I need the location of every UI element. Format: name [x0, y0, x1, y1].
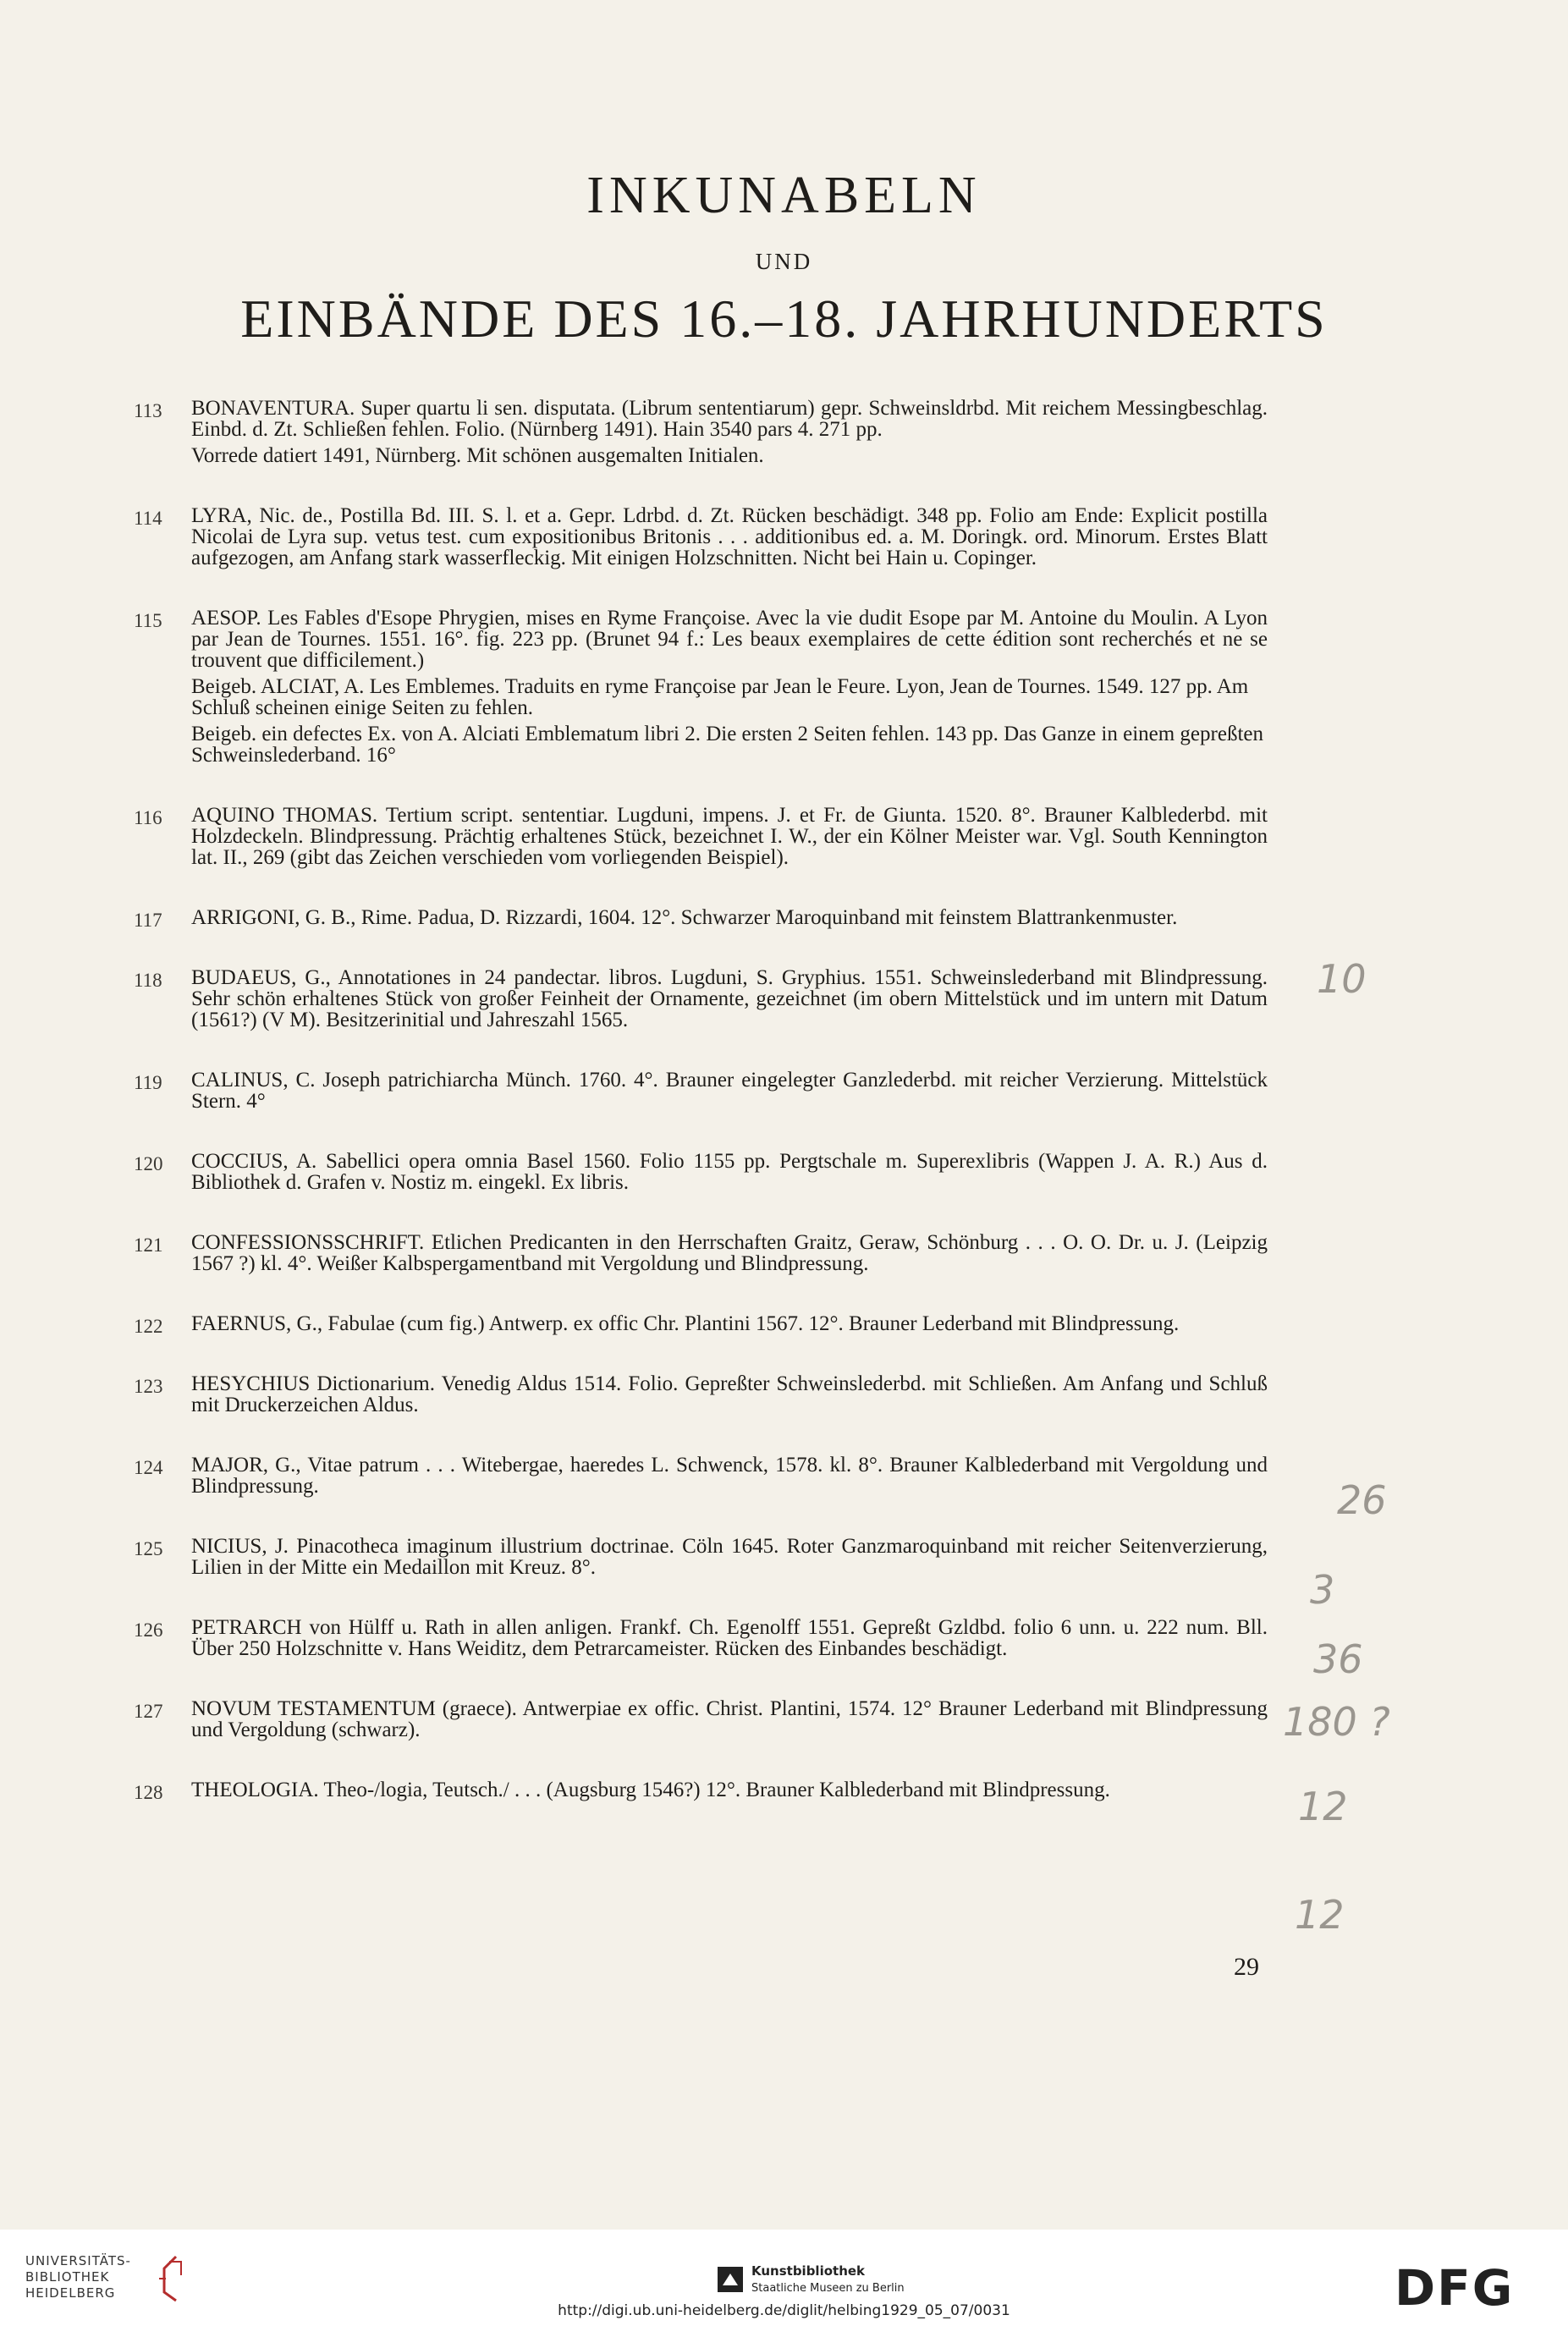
catalog-entry [134, 1617, 1268, 1659]
handwritten-annotation: 10 [1317, 956, 1367, 1002]
handwritten-annotation: 36 [1313, 1636, 1363, 1682]
entry-number: 113 [134, 400, 162, 421]
entry-description: NOVUM TESTAMENTUM (graece). Antwerpiae ex offic. Christ. Plantini, 1574. 12° Brauner Lederband mit Blindpressung und Vergoldung (schwarz). [191, 1697, 1268, 1741]
catalog-entry [134, 1779, 1268, 1801]
entry-number: 128 [134, 1782, 163, 1803]
entry-number: 117 [134, 910, 162, 931]
catalog-entry [134, 967, 1268, 1031]
entry-number: 114 [134, 508, 162, 529]
entry-number: 120 [134, 1153, 163, 1174]
entry-number: 125 [134, 1538, 163, 1559]
university-logo-icon [157, 2253, 188, 2302]
catalog-entry [134, 398, 1268, 466]
title-main: INKUNABELN [586, 167, 982, 224]
entry-description: AQUINO THOMAS. Tertium script. sententiar. Lugduni, impens. J. et Fr. de Giunta. 1520. 8°. Brauner Kalblederbd. mit Holzdeckeln. Blindpressung. Prächtig erhaltenes Stück, bezeichnet I. W., der ein Kölner Meister war. Vgl. South Kennington lat. II., 269 (gibt das Zeichen verschieden vom vorliegenden Beispiel). [191, 804, 1268, 869]
entry-number: 126 [134, 1619, 163, 1641]
kunstbibliothek-subtitle: Staatliche Museen zu Berlin [751, 2282, 905, 2295]
kunstbibliothek-name: Kunstbibliothek [751, 2263, 866, 2279]
catalog-entry [134, 805, 1268, 868]
catalog-entry [134, 1312, 1268, 1337]
catalog-entry [134, 608, 1268, 766]
catalog-entry [134, 1151, 1268, 1193]
entry-description: THEOLOGIA. Theo-/logia, Teutsch./ . . . (Augsburg 1546?) 12°. Brauner Kalblederband mit Blindpressung. [191, 1779, 1110, 1801]
entry-description: LYRA, Nic. de., Postilla Bd. III. S. l. et a. Gepr. Ldrbd. d. Zt. Rücken beschädigt. 348 pp. Folio am Ende: Explicit postilla Nicolai de Lyra sup. vetus test. cum expositionibus Britonis . . . additionibus ed. a. M. Doringk. ord. Minorum. Erstes Blatt aufgezogen, am Anfang stark wasserfleckig. Mit einigen Holzschnitten. Nicht bei Hain u. Copinger. [191, 504, 1268, 569]
entry-description: COCCIUS, A. Sabellici opera omnia Basel 1560. Folio 1155 pp. Pergtschale m. Superexlibris (Wappen J. A. R.) Aus d. Bibliothek d. Grafen v. Nostiz m. eingekl. Ex libris. [191, 1150, 1268, 1194]
entry-number: 115 [134, 610, 162, 631]
title-conjunction: UND [755, 249, 813, 274]
catalog-entry [134, 1232, 1268, 1274]
entry-description: AESOP. Les Fables d'Esope Phrygien, mises en Ryme Françoise. Avec la vie dudit Esope par M. Antoine du Moulin. A Lyon par Jean de Tournes. 1551. 16°. fig. 223 pp. (Brunet 94 f.: Les beaux exemplaires de cette édition sont recherchés et ne se trouvent que difficilement.) [191, 607, 1268, 672]
entry-number: 123 [134, 1376, 163, 1397]
entry-note: Beigeb. ALCIAT, A. Les Emblemes. Traduits en ryme Françoise par Jean le Feure. Lyon, Jean de Tournes. 1549. 127 pp. Am Schluß scheinen einige Seiten zu fehlen. [191, 675, 1249, 719]
entry-description: NICIUS, J. Pinacotheca imaginum illustrium doctrinae. Cöln 1645. Roter Ganzmaroquinband mit reicher Seitenverzierung, Lilien in der Mitte ein Medaillon mit Kreuz. 8°. [191, 1535, 1268, 1579]
entry-number: 116 [134, 807, 162, 828]
title-block [0, 167, 1568, 349]
eagle-icon [718, 2267, 743, 2292]
handwritten-annotation: 26 [1337, 1477, 1387, 1523]
catalog-entries [134, 398, 1268, 1839]
title-subtitle: EINBÄNDE DES 16.–18. JAHRHUNDERTS [240, 289, 1328, 349]
university-logo-line: BIBLIOTHEK [25, 2269, 110, 2285]
handwritten-annotation: 12 [1295, 1892, 1345, 1938]
entry-description: BUDAEUS, G., Annotationes in 24 pandectar. libros. Lugduni, S. Gryphius. 1551. Schweinslederband mit Blindpressung. Sehr schön erhaltenes Stück von großer Feinheit der Ornamente, gezeichnet (im obern Mittelstück und im untern mit Datum (1561?) (V M). Besitzerinitial und Jahreszahl 1565. [191, 966, 1268, 1031]
handwritten-annotation: 3 [1310, 1567, 1335, 1613]
viewer-footer [0, 2230, 1568, 2326]
source-url[interactable]: http://digi.ub.uni-heidelberg.de/diglit/helbing1929_05_07/0031 [558, 2302, 1010, 2319]
entry-description: ARRIGONI, G. B., Rime. Padua, D. Rizzardi, 1604. 12°. Schwarzer Maroquinband mit feinstem Blattrankenmuster. [191, 906, 1178, 929]
dfg-logo[interactable]: DFG [1395, 2259, 1515, 2317]
entry-description: CALINUS, C. Joseph patrichiarcha Münch. 1760. 4°. Brauner eingelegter Ganzlederbd. mit reicher Verzierung. Mittelstück Stern. 4° [191, 1069, 1268, 1113]
entry-note: Vorrede datiert 1491, Nürnberg. Mit schönen ausgemalten Initialen. [191, 444, 764, 467]
entry-description: BONAVENTURA. Super quartu li sen. disputata. (Librum sententiarum) gepr. Schweinsldrbd. Mit reichem Messingbeschlag. Einbd. d. Zt. Schließen fehlen. Folio. (Nürnberg 1491). Hain 3540 pars 4. 271 pp. [191, 397, 1268, 441]
page-number: 29 [1234, 1953, 1259, 1981]
entry-note: Beigeb. ein defectes Ex. von A. Alciati Emblematum libri 2. Die ersten 2 Seiten fehlen. 143 pp. Das Ganze in einem gepreßten Schweinslederband. 16° [191, 723, 1263, 767]
handwritten-annotation: 180 ? [1283, 1699, 1390, 1745]
catalog-entry [134, 505, 1268, 569]
university-logo-line: HEIDELBERG [25, 2285, 116, 2301]
entry-description: CONFESSIONSSCHRIFT. Etlichen Predicanten in den Herrschaften Graitz, Geraw, Schönburg . . . O. O. Dr. u. J. (Leipzig 1567 ?) kl. 4°. Weißer Kalbspergamentband mit Vergoldung und Blindpressung. [191, 1231, 1268, 1275]
catalog-entry [134, 1070, 1268, 1112]
entry-number: 127 [134, 1701, 163, 1722]
entry-description: FAERNUS, G., Fabulae (cum fig.) Antwerp. ex offic Chr. Plantini 1567. 12°. Brauner Lederband mit Blindpressung. [191, 1312, 1180, 1335]
entry-description: HESYCHIUS Dictionarium. Venedig Aldus 1514. Folio. Gepreßter Schweinslederbd. mit Schließen. Am Anfang und Schluß mit Druckerzeichen Aldus. [191, 1372, 1268, 1416]
entry-number: 119 [134, 1072, 162, 1093]
entry-number: 122 [134, 1316, 163, 1337]
entry-description: PETRARCH von Hülff u. Rath in allen anligen. Frankf. Ch. Egenolff 1551. Gepreßt Gzldbd. folio 6 unn. u. 222 num. Bll. Über 250 Holzschnitte v. Hans Weiditz, dem Petrarcameister. Rücken des Einbandes beschädigt. [191, 1616, 1268, 1660]
catalog-entry [134, 1536, 1268, 1578]
entry-number: 118 [134, 970, 162, 991]
catalog-entry [134, 1454, 1268, 1497]
catalog-entry [134, 906, 1268, 931]
entry-description: MAJOR, G., Vitae patrum . . . Witebergae, haeredes L. Schwenck, 1578. kl. 8°. Brauner Kalblederband mit Vergoldung und Blindpressung. [191, 1454, 1268, 1498]
entry-number: 121 [134, 1234, 163, 1256]
handwritten-annotation: 12 [1298, 1784, 1348, 1829]
catalog-entry [134, 1698, 1268, 1740]
catalog-entry [134, 1373, 1268, 1416]
university-logo-line: UNIVERSITÄTS- [25, 2253, 131, 2268]
entry-number: 124 [134, 1457, 163, 1478]
